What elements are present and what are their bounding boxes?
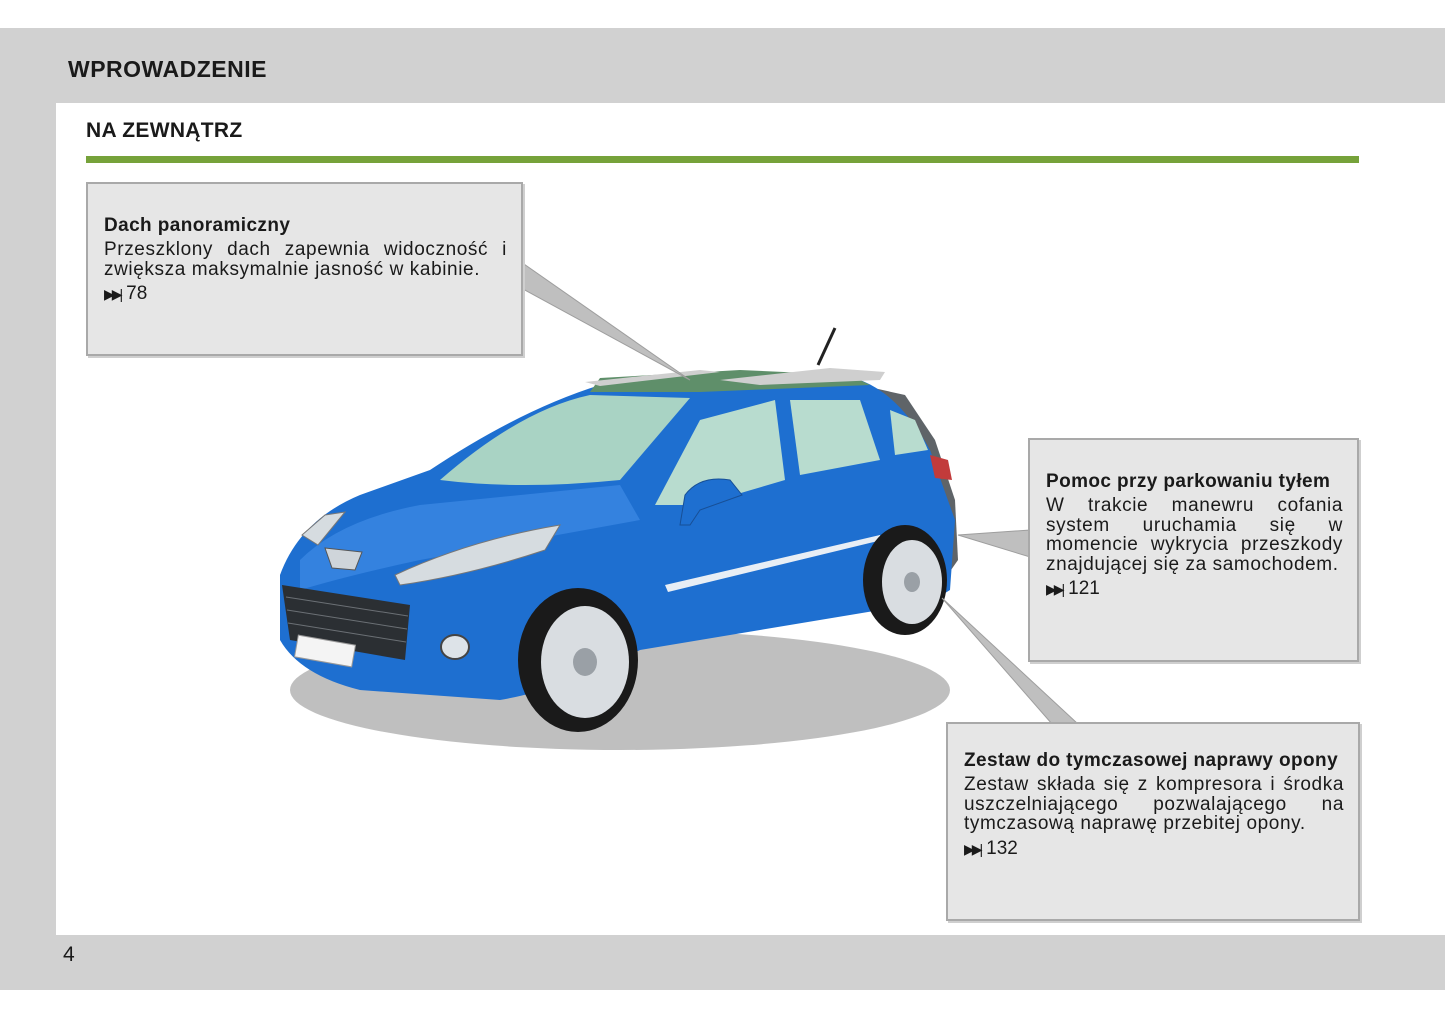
callout-tyre-repair-kit (946, 722, 1360, 921)
leader-line-roof (521, 262, 690, 380)
page-ref-number: 132 (986, 837, 1018, 859)
section-title: NA ZEWNĄTRZ (86, 119, 243, 142)
callout-title: Pomoc przy parkowaniu tyłem (1046, 471, 1331, 492)
page-ref-number: 121 (1068, 578, 1100, 599)
antenna (818, 328, 835, 365)
rear-wheel (863, 525, 947, 635)
callout-panoramic-roof (86, 182, 523, 356)
fast-forward-icon: ▶▶| (964, 840, 981, 857)
fog-light (441, 635, 469, 659)
page-reference[interactable] (1046, 579, 1343, 599)
fast-forward-icon: ▶▶| (1046, 581, 1063, 597)
page-number: 4 (63, 943, 75, 966)
page-ref-number: 78 (126, 283, 148, 304)
callout-title: Dach panoramiczny (104, 215, 291, 236)
leader-line-parking (958, 530, 1030, 557)
front-wheel (518, 588, 638, 732)
callout-body: Zestaw składa się z kompresora i środka uszczelniającego pozwalającego na tymczasową naprawę przebitej opony. (964, 774, 1344, 834)
callout-body: Przeszklony dach zapewnia widoczność i zwiększa maksymalnie jasność w kabinie. (104, 239, 507, 280)
callout-title: Zestaw do tymczasowej naprawy opony (964, 750, 1339, 771)
callout-body: W trakcie manewru cofania system uruchamia się w momencie wykrycia przeszkody znajdującej się za samochodem. (1046, 495, 1343, 575)
page-reference[interactable] (964, 839, 1344, 859)
page-reference[interactable] (104, 284, 507, 304)
callout-parking-assist (1028, 438, 1359, 662)
fast-forward-icon: ▶▶| (104, 286, 121, 302)
chapter-title: WPROWADZENIE (68, 56, 267, 82)
